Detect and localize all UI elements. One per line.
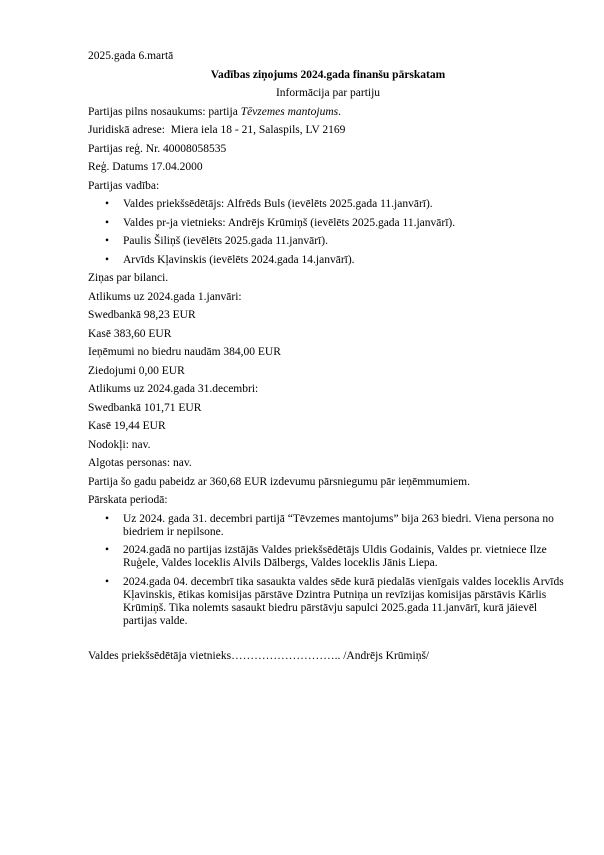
period-item: • 2024.gada 04. decembrī tika sasaukta valdes sēde kurā piedalās vienīgais valdes loceklis Arvīds Kļavinskis, ētikas komisijas pārstāve Dzintra Putniņa un revīzijas komisijas pārstāvis Kārlis Krūmiņš. Tika nolemts sasaukt biedru pārstāvju sapulci 2025.gada 11.janvārī, kurā jāievēl partijas valde. xyxy=(88,576,568,628)
party-name-italic: Tēvzemes mantojums xyxy=(240,105,339,118)
balance-line: Swedbankā 98,23 EUR xyxy=(88,309,196,321)
signature-line: Valdes priekšsēdētāja vietnieks……………………….. /Andrējs Krūmiņš/ xyxy=(88,649,430,662)
balance-heading: Ziņas par bilanci. xyxy=(88,272,169,284)
period-heading: Pārskata periodā: xyxy=(88,494,168,506)
leadership-item: • Paulis Šiliņš (ievēlēts 2025.gada 11.janvārī). xyxy=(88,235,568,248)
balance-line: Atlikums uz 2024.gada 1.janvāri: xyxy=(88,290,242,303)
reg-number-line: Partijas reģ. Nr. 40008058535 xyxy=(88,142,227,155)
balance-line: Swedbankā 101,71 EUR xyxy=(88,401,202,414)
leadership-item: • Arvīds Kļavinskis (ievēlēts 2024.gada 14.janvārī). xyxy=(88,254,568,267)
balance-line: Kasē 19,44 EUR xyxy=(88,420,166,432)
balance-line: Nodokļi: nav. xyxy=(88,438,151,451)
document-title: Vadības ziņojums 2024.gada finanšu pārskatam xyxy=(210,68,446,81)
balance-line: Kasē 383,60 EUR xyxy=(88,327,172,340)
balance-line: Algotas personas: nav. xyxy=(88,457,192,469)
date-line: 2025.gada 6.martā xyxy=(88,50,174,62)
leadership-heading: Partijas vadība: xyxy=(88,179,160,192)
document-subtitle: Informācija par partiju xyxy=(275,87,381,99)
leadership-item: • Valdes pr-ja vietnieks: Andrējs Krūmiņš (ievēlēts 2025.gada 11.janvārī). xyxy=(88,217,568,230)
period-list xyxy=(88,513,568,628)
reg-date-line: Reģ. Datums 17.04.2000 xyxy=(88,161,203,173)
party-name-prefix: Partijas pilns nosaukums: partija xyxy=(88,105,241,118)
party-name-line xyxy=(88,106,568,119)
balance-line: Ziedojumi 0,00 EUR xyxy=(88,364,185,377)
balance-line: Ieņēmumi no biedru naudām 384,00 EUR xyxy=(88,346,281,358)
address-line: Juridiskā adrese: Miera iela 18 - 21, Salaspils, LV 2169 xyxy=(88,124,346,136)
period-item: • 2024.gadā no partijas izstājās Valdes priekšsēdētājs Uldis Godainis, Valdes pr. vietniece Ilze Ruģele, Valdes loceklis Alvils Dālbergs, Valdes loceklis Jānis Liepa. xyxy=(88,544,568,570)
balance-line: Partija šo gadu pabeidz ar 360,68 EUR izdevumu pārsniegumu pār ieņēmmumiem. xyxy=(88,475,470,488)
balance-line: Atlikums uz 2024.gada 31.decembri: xyxy=(88,383,259,395)
leadership-list xyxy=(88,198,568,267)
leadership-item: • Valdes priekšsēdētājs: Alfrēds Buls (ievēlēts 2025.gada 11.janvārī). xyxy=(88,198,568,211)
period-item: • Uz 2024. gada 31. decembri partijā “Tēvzemes mantojums” bija 263 biedri. Viena persona no biedriem ir nepilsone. xyxy=(88,513,568,539)
party-name-suffix: . xyxy=(338,105,341,118)
